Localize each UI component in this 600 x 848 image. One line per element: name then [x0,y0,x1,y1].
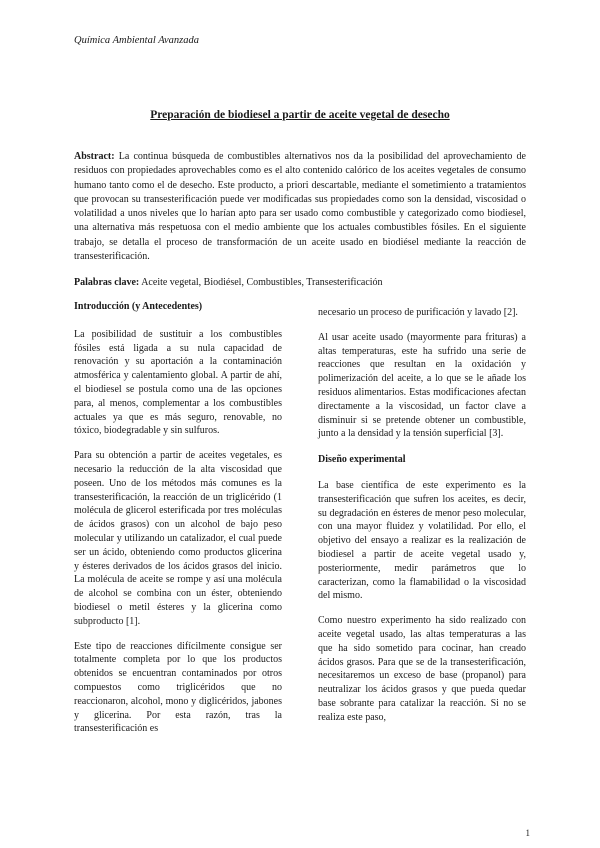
paragraph: Al usar aceite usado (mayormente para frituras) a altas temperaturas, este ha sufrido una serie de reacciones que resultan en la oxidación y polimerización del aceite, a lo que se le añade los residuos alimentarios. Estas modificaciones afectan directamente a la viscosidad, un factor clave a disminuir si se pretende obtener un combustible, junto a la densidad y la tensión superficial [3]. [318,331,526,440]
page-number: 1 [525,828,530,838]
keywords-label: Palabras clave: [74,277,140,288]
paragraph: La posibilidad de sustituir a los combustibles fósiles está ligada a su nula capacidad de renovación y su aportación a la contaminación atmosférica y calentamiento global. A partir de ahí, el biodiesel se postula como una de las opciones para, al menos, complementar a los combustibles actuales ya que es más seguro, renovable, no tóxico, biodegradable y sin sulfuros. [74,328,282,437]
running-header: Química Ambiental Avanzada [74,35,200,46]
paragraph: La base científica de este experimento es la transesterificación que sufren los aceites, es decir, su degradación en ésteres de menor peso molecular, con una mayor fluidez y volatilidad. Por ello, el objetivo del ensayo a realizar es la realización de biodiesel a partir de aceite vegetal usado y, posteriormente, medir parámetros que lo caracterizan, como la flamabilidad o la viscosidad del mismo. [318,479,526,602]
paragraph: Este tipo de reacciones difícilmente consigue ser totalmente completa por lo que los productos obtenidos se encuentran contaminados por otros compuestos como triglicéridos que no reaccionaron, alcohol, mono y diglicéridos, jabones y glicerina. Por esta razón, tras la transesterificación es [74,640,282,735]
paragraph: Como nuestro experimento ha sido realizado con aceite vegetal usado, las altas temperaturas a las que ha sido sometido para cocinar, han creado ácidos grasos. Para que se de la transesterificación, necesitaremos un exceso de base (propanol) para neutralizar los ácidos grasos y que pueda quedar base sobrante para catalizar la reacción. Si no se realiza este paso, [318,615,526,723]
left-column [74,300,282,747]
paper-title: Preparación de biodiesel a partir de aceite vegetal de desecho [150,109,450,121]
abstract [74,150,526,264]
section-heading-experimental-design: Diseño experimental [318,454,406,466]
keywords-text: Aceite vegetal, Biodiésel, Combustibles, Transesterificación [139,277,383,288]
section-heading-introduction: Introducción (y Antecedentes) [74,301,203,312]
keywords [74,276,526,290]
abstract-label: Abstract: [74,151,115,162]
paragraph: Para su obtención a partir de aceites vegetales, es necesario la reducción de la alta viscosidad que poseen. Uno de los métodos más comunes es la transesterificación, la reacción de un triglicérido (1 molécula de glicerol esterificada por tres moléculas de ácidos grasos) con un alcohol de bajo peso molecular y utilizando un catalizador, el cual puede ser un ácido, obteniendo como productos glicerina y ésteres derivados de los ácidos grasos del inicio. La molécula de aceite se rompe y así una molécula de alcohol se combina con un éster, obteniendo biodiesel o metil ésteres y la glicerina como subproducto [1]. [74,450,282,627]
abstract-text: La continua búsqueda de combustibles alternativos nos da la posibilidad del aprovechamiento de residuos con propiedades aprovechables como es el alto contenido calórico de los aceites vegetales de consumo humano tanto como el de desecho. Este producto, a priori descartable, mediante el sometimiento a tratamientos que provocan su transesterificación puede ver modificadas sus propiedades como son la densidad, viscosidad o volatilidad a unos niveles que lo harían apto para ser usado como combustible y categorizado como biodiesel, una alternativa más respetuosa con el medio ambiente que los actuales combustibles fósiles. En el siguiente trabajo, se detalla el proceso de transformación de un aceite usado en biodiésel mediante la reacción de transesterificación. [74,151,526,263]
paragraph: necesario un proceso de purificación y lavado [2]. [318,307,518,318]
right-column [318,306,526,736]
